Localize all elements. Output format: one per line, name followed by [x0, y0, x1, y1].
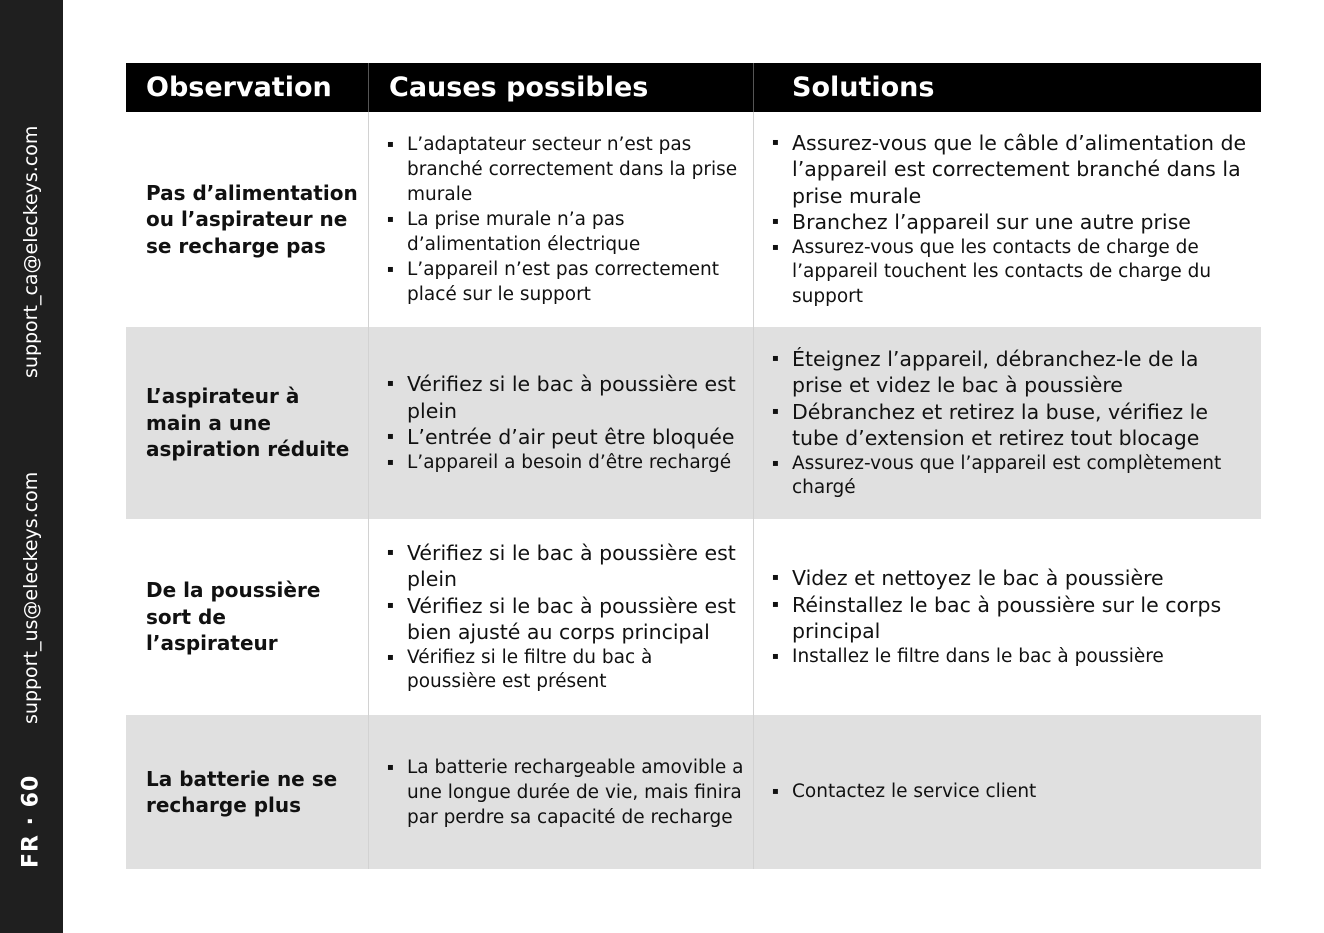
solution-item: ▪ Branchez l’appareil sur une autre prise [792, 209, 1255, 236]
troubleshooting-table [126, 63, 1261, 869]
observation-text: L’aspirateur à main a une aspiration réduite [146, 384, 350, 462]
solution-item: ▪ Débranchez et retirez la buse, vérifiez le tube d’extension et retirez tout blocage [792, 399, 1255, 452]
sidebar [0, 0, 63, 933]
cause-item: ▪ L’appareil a besoin d’être rechargé [407, 451, 747, 476]
observation-cell [126, 327, 368, 519]
cause-item: ▪ Vérifiez si le bac à poussière est plein [407, 371, 747, 424]
cause-item: ▪ L’entrée d’air peut être bloquée [407, 424, 747, 451]
header-observation: Observation [126, 63, 368, 112]
observation-cell [126, 519, 368, 715]
cause-item: ▪ L’adaptateur secteur n’est pas branché correctement dans la prise murale [407, 132, 747, 207]
email-ca: support_ca@eleckeys.com [20, 125, 42, 378]
cause-item: ▪ Vérifiez si le filtre du bac à poussière est présent [407, 646, 747, 695]
solution-item: ▪ Assurez-vous que le câble d’alimentation de l’appareil est correctement branché dans la prise murale [792, 130, 1255, 210]
solutions-cell [753, 327, 1261, 519]
solution-item: ▪ Éteignez l’appareil, débranchez-le de la prise et videz le bac à poussière [792, 346, 1255, 399]
solutions-cell [753, 112, 1261, 327]
cause-item: ▪ La prise murale n’a pas d’alimentation électrique [407, 207, 747, 257]
observation-cell [126, 112, 368, 327]
email-us: support_us@eleckeys.com [20, 471, 42, 724]
cause-item: ▪ Vérifiez si le bac à poussière est plein [407, 540, 747, 593]
solution-item: ▪ Contactez le service client [792, 780, 1255, 805]
cause-item: ▪ L’appareil n’est pas correctement placé sur le support [407, 257, 747, 307]
header-solutions: Solutions [753, 63, 1261, 112]
solution-item: ▪ Réinstallez le bac à poussière sur le corps principal [792, 592, 1255, 645]
solution-item: ▪ Assurez-vous que l’appareil est complètement chargé [792, 452, 1255, 501]
solution-item: ▪ Videz et nettoyez le bac à poussière [792, 565, 1255, 592]
observation-cell [126, 715, 368, 869]
solutions-cell [753, 715, 1261, 869]
causes-cell [368, 715, 753, 869]
observation-text: Pas d’alimentation ou l’aspirateur ne se recharge pas [146, 180, 358, 258]
causes-cell [368, 327, 753, 519]
cause-item: ▪ La batterie rechargeable amovible a une longue durée de vie, mais finira par perdre sa capacité de recharge [407, 755, 747, 830]
solution-item: ▪ Installez le filtre dans le bac à poussière [792, 645, 1255, 670]
cause-item: ▪ Vérifiez si le bac à poussière est bien ajusté au corps principal [407, 593, 747, 646]
page-number: FR · 60 [18, 774, 44, 868]
observation-text: De la poussière sort de l’aspirateur [146, 578, 321, 656]
solutions-cell [753, 519, 1261, 715]
observation-text: La batterie ne se recharge plus [146, 766, 338, 817]
causes-cell [368, 519, 753, 715]
header-causes: Causes possibles [368, 63, 753, 112]
causes-cell [368, 112, 753, 327]
solution-item: ▪ Assurez-vous que les contacts de charge de l’appareil touchent les contacts de charge du support [792, 236, 1255, 310]
